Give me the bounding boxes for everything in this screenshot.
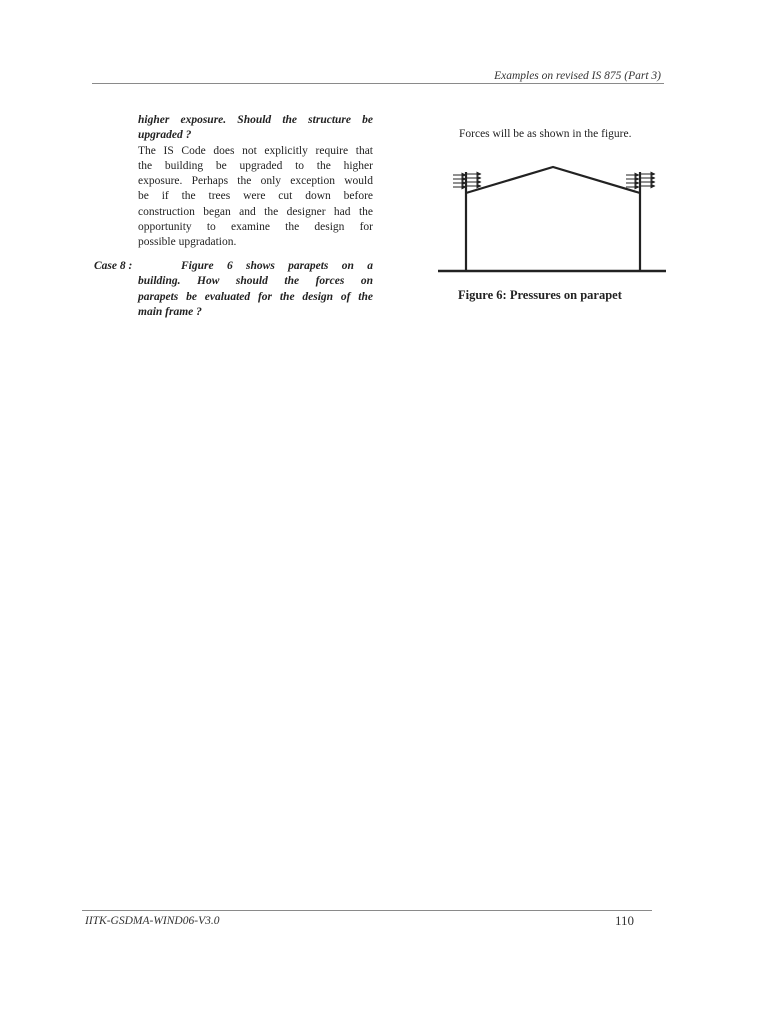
- parapet-pressure-figure: [436, 160, 668, 278]
- footer-doc-id: IITK-GSDMA-WIND06-V3.0: [85, 915, 220, 927]
- answer-line-6: opportunity to examine the design for: [138, 221, 373, 234]
- answer-line-5: construction began and the designer had the: [138, 205, 373, 218]
- gable-roof: [466, 167, 640, 193]
- question-line-2: upgraded ?: [138, 129, 192, 142]
- case-label: Case 8 :: [94, 260, 133, 272]
- answer-line-3: exposure. Perhaps the only exception would: [138, 175, 373, 188]
- figure-intro-text: Forces will be as shown in the figure.: [459, 128, 632, 140]
- answer-line-7: possible upgradation.: [138, 236, 237, 249]
- left-column: [138, 113, 373, 251]
- header-rule: [92, 83, 664, 84]
- case-line-2: building. How should the forces on: [138, 275, 373, 288]
- question-line-1: higher exposure. Should the structure be: [138, 114, 373, 126]
- answer-line-4: be if the trees were cut down before: [138, 190, 373, 203]
- answer-line-1: The IS Code does not explicitly require that: [138, 144, 373, 157]
- case-line-3: parapets be evaluated for the design of the: [138, 290, 373, 303]
- case-line-4: main frame ?: [138, 305, 202, 318]
- answer-line-2: the building be upgraded to the higher: [138, 159, 373, 172]
- case-question: [138, 259, 373, 320]
- answer-paragraph: [138, 144, 373, 251]
- case-line-1: Figure 6 shows parapets on a: [181, 260, 373, 272]
- figure-caption: Figure 6: Pressures on parapet: [458, 288, 622, 302]
- running-header: Examples on revised IS 875 (Part 3): [494, 70, 661, 82]
- page-number: 110: [615, 913, 635, 928]
- footer-rule: [82, 910, 652, 911]
